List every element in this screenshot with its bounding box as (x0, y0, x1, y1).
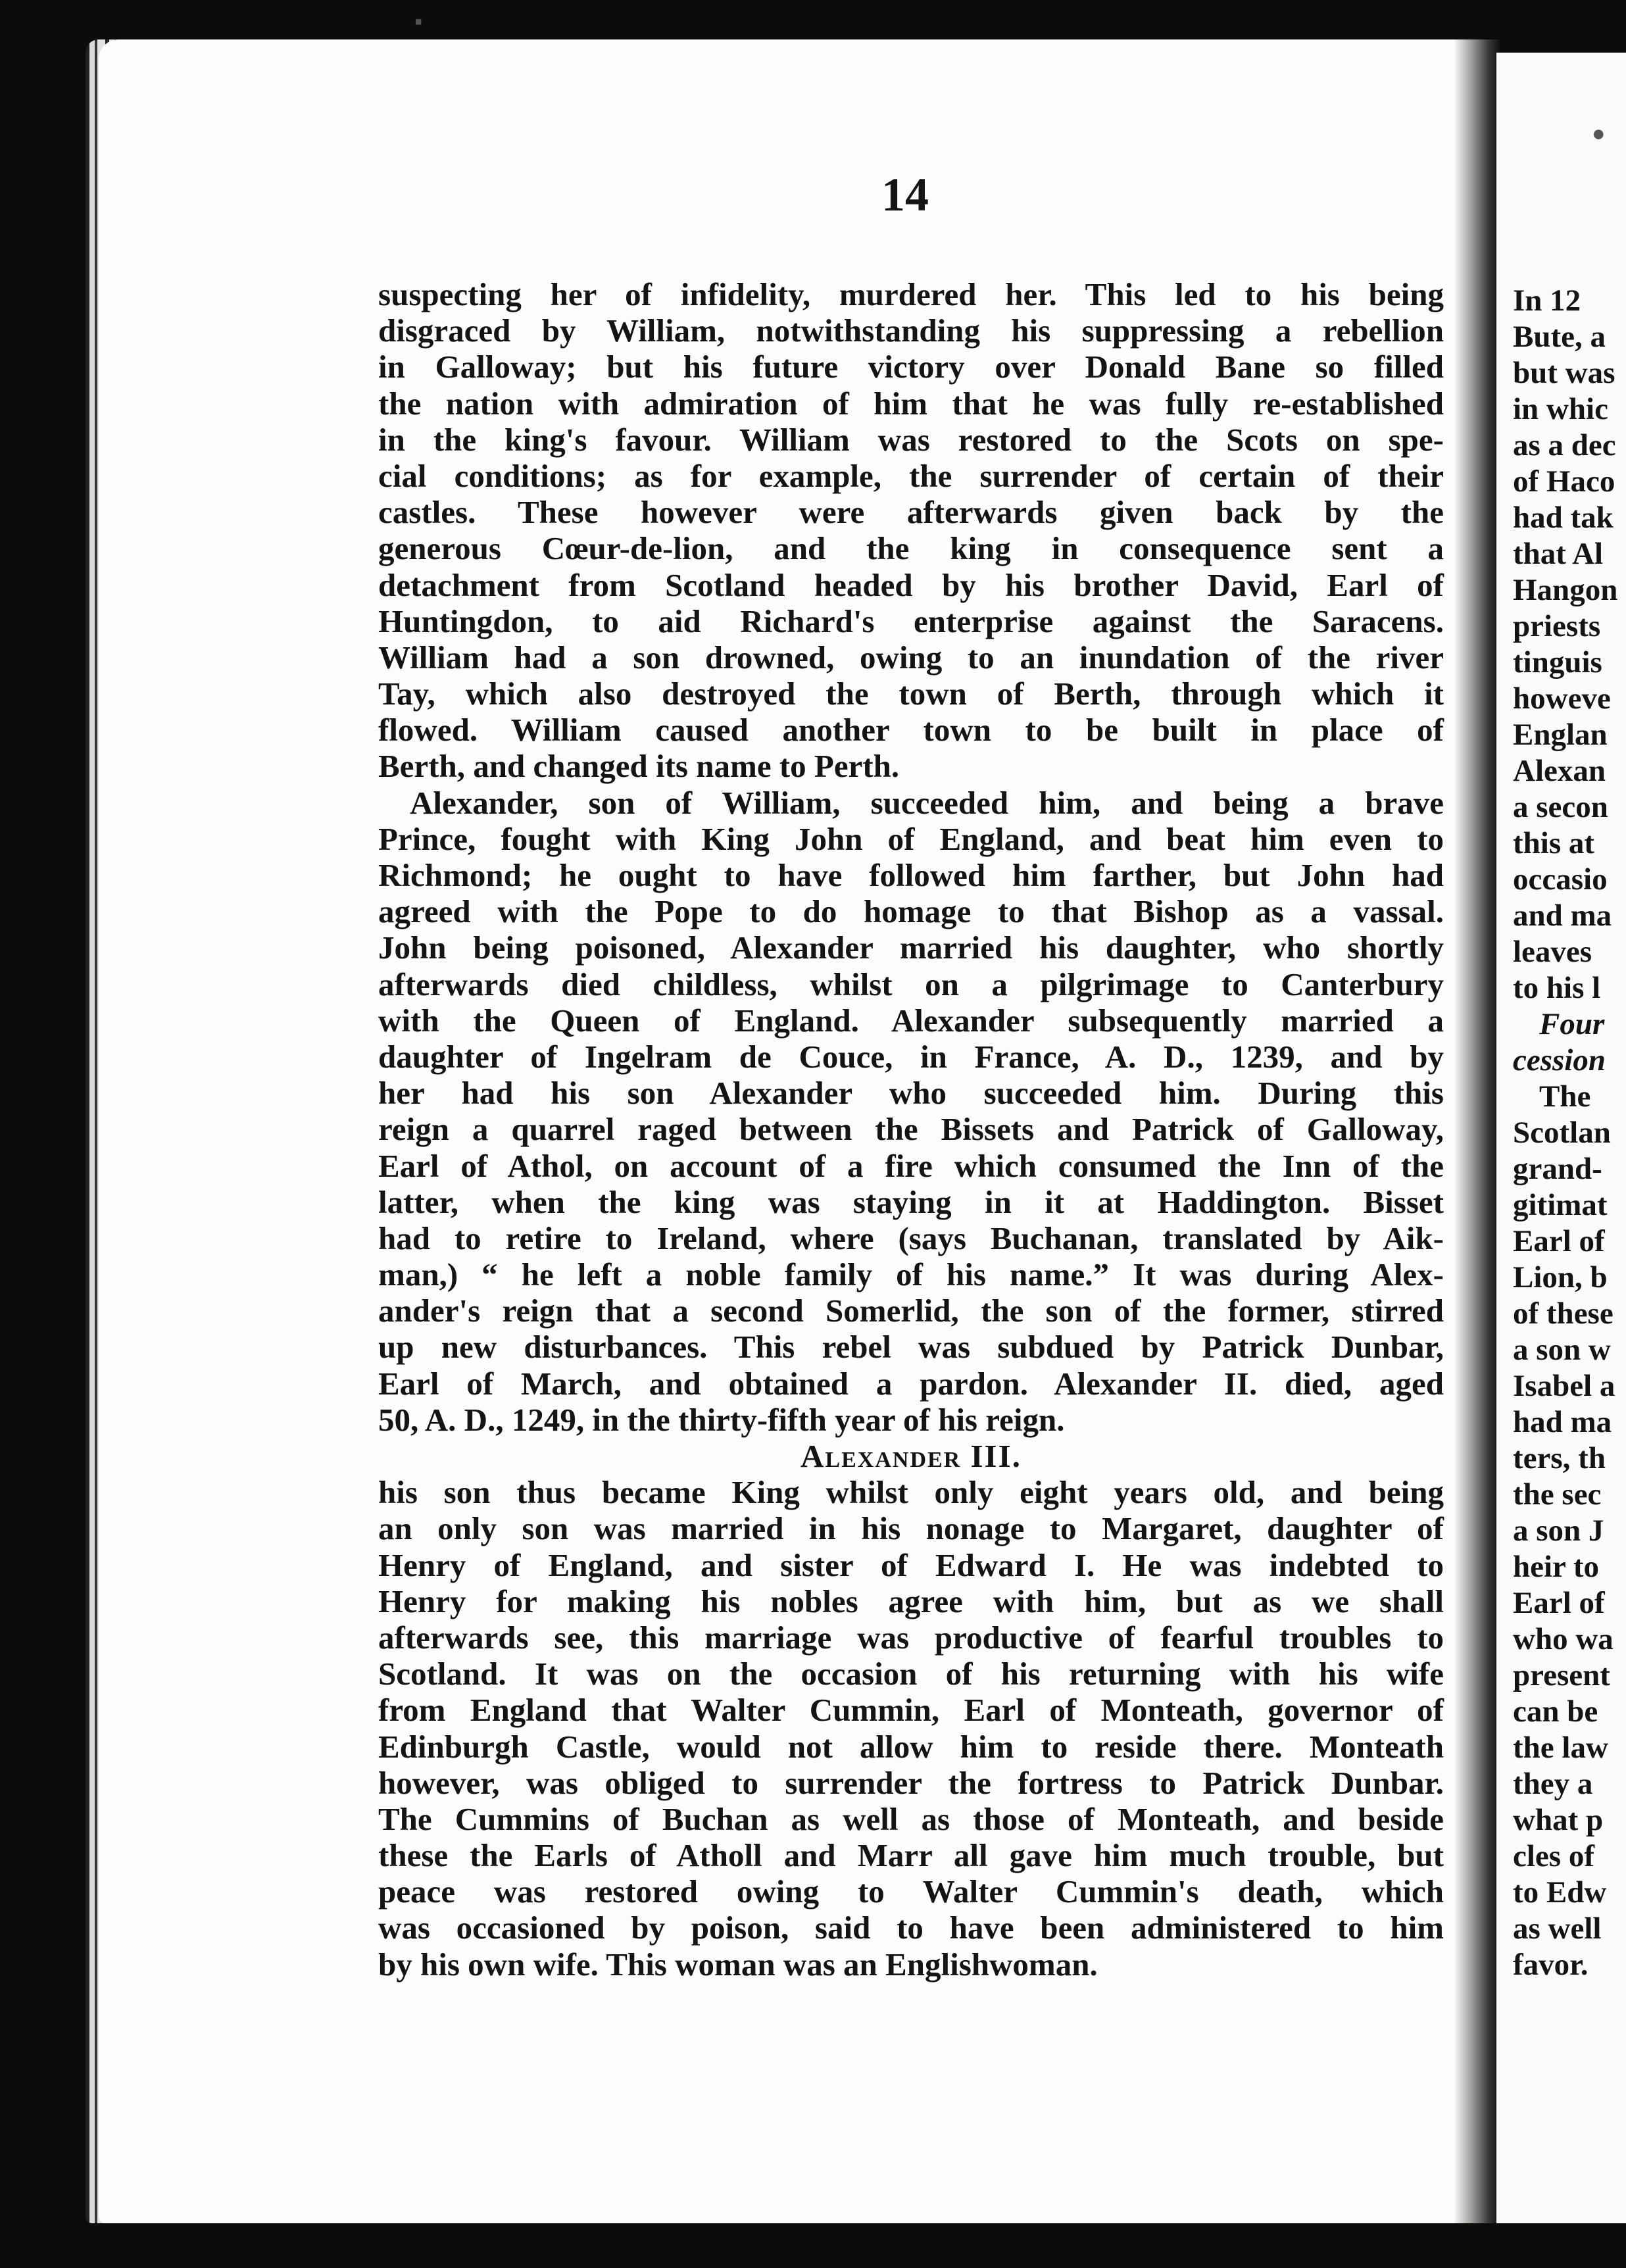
text-line: Huntingdon, to aid Richard's enterprise against the Saracens. (378, 603, 1444, 639)
section-heading: Alexander III. (801, 1438, 1022, 1474)
main-text (378, 276, 1444, 1983)
text-line: her had his son Alexander who succeeded him. During this (378, 1075, 1444, 1112)
facing-text-line: Bute, a (1513, 320, 1606, 354)
facing-text-line: a son J (1513, 1514, 1604, 1548)
facing-text-line: as well (1513, 1911, 1602, 1946)
text-line: Tay, which also destroyed the town of Berth, through which it (378, 676, 1444, 712)
text-line: Edinburgh Castle, would not allow him to reside there. Monteath (378, 1728, 1444, 1765)
text-line: peace was restored owing to Walter Cummin's death, which (378, 1873, 1444, 1910)
text-line: castles. These however were afterwards given back by the (378, 494, 1444, 531)
text-line: in Galloway; but his future victory over Donald Bane so filled (378, 349, 1444, 385)
text-line: Henry of England, and sister of Edward I. He was indebted to (378, 1546, 1444, 1583)
text-line: by his own wife. This woman was an Englishwoman. (378, 1946, 1098, 1983)
facing-text-line: Earl of (1513, 1586, 1605, 1620)
text-line: an only son was married in his nonage to Margaret, daughter of (378, 1510, 1444, 1547)
text-line: Earl of March, and obtained a pardon. Alexander II. died, aged (378, 1365, 1444, 1402)
facing-text-line: heir to (1513, 1550, 1599, 1584)
scan-speck: ● (1592, 122, 1606, 146)
text-line: Richmond; he ought to have followed him farther, but John had (378, 857, 1444, 893)
facing-text-line: howeve (1513, 681, 1611, 716)
facing-text-line: Englan (1513, 718, 1608, 752)
facing-text-line: of Haco (1513, 464, 1615, 499)
facing-text-line: as a dec (1513, 428, 1616, 462)
facing-text-line: that Al (1513, 537, 1604, 571)
text-line: latter, when the king was staying in it at Haddington. Bisset (378, 1183, 1444, 1220)
facing-text-line: this at (1513, 826, 1595, 860)
facing-text-line: cles of (1513, 1839, 1594, 1873)
text-line: man,) “ he left a noble family of his name.” It was during Alex- (378, 1256, 1444, 1293)
text-line: Scotland. It was on the occasion of his returning with his wife (378, 1656, 1444, 1692)
text-line: had to retire to Ireland, where (says Buchanan, translated by Aik- (378, 1220, 1444, 1256)
page-number: 14 (881, 168, 929, 221)
facing-text-line: who wa (1513, 1622, 1614, 1656)
facing-text-line: of these (1513, 1296, 1614, 1331)
facing-text-line: ters, th (1513, 1441, 1606, 1475)
text-line: agreed with the Pope to do homage to that Bishop as a vassal. (378, 893, 1444, 930)
facing-text-line: leaves (1513, 935, 1592, 969)
text-line: cial conditions; as for example, the surrender of certain of their (378, 457, 1444, 494)
text-line: Alexander, son of William, succeeded him, and being a brave (410, 784, 1444, 821)
text-line: detachment from Scotland headed by his brother David, Earl of (378, 566, 1444, 603)
text-line: Henry for making his nobles agree with him, but as we shall (378, 1583, 1444, 1619)
facing-text-line: gitimat (1513, 1188, 1608, 1222)
facing-text-line: In 12 (1513, 284, 1581, 318)
facing-text-line: and ma (1513, 899, 1612, 933)
facing-text-line: the law (1513, 1731, 1608, 1765)
text-line: however, was obliged to surrender the fortress to Patrick Dunbar. (378, 1764, 1444, 1801)
facing-text-line: priests (1513, 609, 1601, 643)
facing-text-line: tinguis (1513, 645, 1602, 679)
text-line: was occasioned by poison, said to have been administered to him (378, 1910, 1444, 1946)
facing-text-line: present (1513, 1658, 1610, 1692)
facing-text-line: to Edw (1513, 1875, 1607, 1910)
text-line: the nation with admiration of him that he was fully re-established (378, 385, 1444, 422)
facing-text-line: they a (1513, 1767, 1593, 1801)
facing-text-line: to his l (1513, 971, 1601, 1005)
text-line: generous Cœur-de-lion, and the king in consequence sent a (378, 530, 1444, 567)
facing-text-line: The (1539, 1079, 1591, 1114)
text-line: afterwards died childless, whilst on a pilgrimage to Canterbury (378, 966, 1444, 1002)
text-line: in the king's favour. William was restored to the Scots on spe- (378, 421, 1444, 458)
text-line: disgraced by William, notwithstanding his suppressing a rebellion (378, 312, 1444, 349)
text-line: these the Earls of Atholl and Marr all gave him much trouble, but (378, 1837, 1444, 1874)
text-line: 50, A. D., 1249, in the thirty-fifth year of his reign. (378, 1401, 1065, 1438)
facing-text-line: Four (1539, 1007, 1605, 1041)
facing-text-line: what p (1513, 1803, 1604, 1837)
scan-speck: ▪ (414, 10, 423, 34)
text-line: William had a son drowned, owing to an inundation of the river (378, 639, 1444, 676)
facing-text-line: can be (1513, 1694, 1598, 1729)
facing-text-line: had ma (1513, 1405, 1612, 1439)
text-line: The Cummins of Buchan as well as those of Monteath, and beside (378, 1800, 1444, 1837)
facing-text-line: Isabel a (1513, 1369, 1615, 1403)
facing-text-line: in whic (1513, 392, 1608, 426)
facing-text-line: Earl of (1513, 1224, 1605, 1258)
text-line: daughter of Ingelram de Couce, in France, A. D., 1239, and by (378, 1038, 1444, 1075)
facing-text-line: the sec (1513, 1477, 1602, 1512)
text-line: suspecting her of infidelity, murdered her. This led to his being (378, 276, 1444, 312)
facing-text-line: grand- (1513, 1152, 1602, 1186)
facing-text-line: a son w (1513, 1333, 1611, 1367)
text-line: his son thus became King whilst only eight years old, and being (378, 1474, 1444, 1511)
text-line: John being poisoned, Alexander married his daughter, who shortly (378, 929, 1444, 966)
facing-text-line: occasio (1513, 862, 1608, 897)
text-line: flowed. William caused another town to be built in place of (378, 712, 1444, 749)
text-line: Berth, and changed its name to Perth. (378, 748, 900, 785)
facing-text-line: Alexan (1513, 754, 1606, 788)
text-line: up new disturbances. This rebel was subdued by Patrick Dunbar, (378, 1329, 1444, 1366)
facing-page-text (1513, 283, 1617, 1983)
text-line: with the Queen of England. Alexander subsequently married a (378, 1002, 1444, 1039)
facing-text-line: but was (1513, 356, 1615, 390)
facing-text-line: a secon (1513, 790, 1608, 824)
facing-text-line: had tak (1513, 501, 1614, 535)
facing-text-line: cession (1513, 1043, 1606, 1077)
text-line: Prince, fought with King John of England, and beat him even to (378, 820, 1444, 857)
text-line: ander's reign that a second Somerlid, the son of the former, stirred (378, 1293, 1444, 1329)
facing-text-line: Lion, b (1513, 1260, 1608, 1294)
book-binding-shadow (1454, 39, 1500, 2223)
text-line: afterwards see, this marriage was productive of fearful troubles to (378, 1619, 1444, 1656)
text-line: from England that Walter Cummin, Earl of Monteath, governor of (378, 1692, 1444, 1729)
text-line: Earl of Athol, on account of a fire which consumed the Inn of the (378, 1147, 1444, 1184)
facing-text-line: Scotlan (1513, 1116, 1611, 1150)
text-line: reign a quarrel raged between the Bissets and Patrick of Galloway, (378, 1111, 1444, 1148)
facing-text-line: Hangon (1513, 573, 1618, 607)
facing-text-line: favor. (1513, 1948, 1589, 1982)
